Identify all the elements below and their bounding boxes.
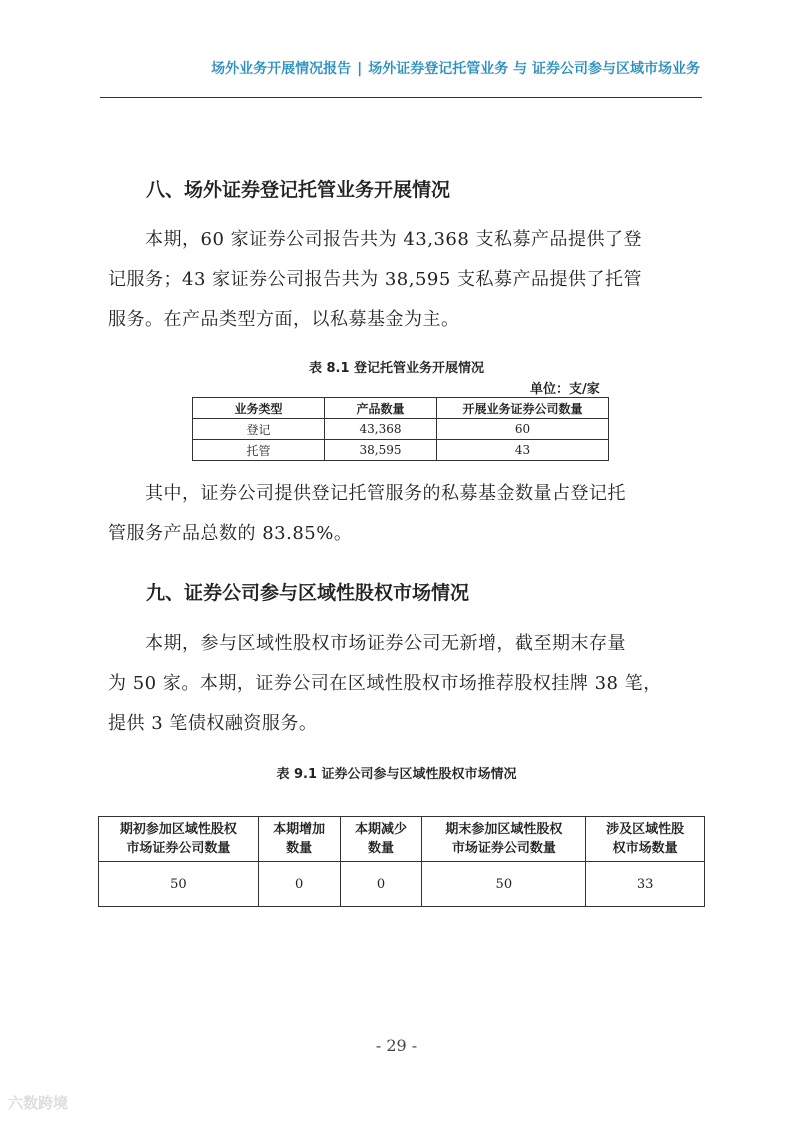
table-cell: 43,368 [325,419,437,440]
paragraph-line: 本期，60 家证券公司报告共为 43,368 支私募产品提供了登 [108,229,643,250]
page-header [100,58,700,78]
header-line: 本期增加 [273,822,326,837]
header-chapter-title: 场外证券登记托管业务 与 证券公司参与区域市场业务 [368,61,700,77]
paragraph-line: 管服务产品总数的 83.85%。 [108,523,353,544]
header-line: 期初参加区域性股权 [119,822,237,837]
column-header [340,817,422,862]
table-row [193,440,609,461]
watermark-text: 六数跨境 [8,1094,69,1112]
table-cell: 托管 [193,440,325,461]
header-line: 数量 [368,841,395,856]
table-cell: 60 [437,419,609,440]
table-header-row [193,398,609,419]
table-9-1 [98,816,705,907]
table-cell: 50 [99,862,259,907]
table-cell: 33 [586,862,705,907]
column-header: 业务类型 [193,398,325,419]
header-report-title: 场外业务开展情况报告 [211,61,352,77]
header-line: 市场证券公司数量 [451,841,556,856]
header-line: 涉及区域性股 [606,822,685,837]
table-cell: 登记 [193,419,325,440]
header-line: 数量 [286,841,313,856]
table-cell: 43 [437,440,609,461]
table-header-row [99,817,705,862]
paragraph-line: 其中，证券公司提供登记托管服务的私募基金数量占登记托 [108,483,626,504]
header-line: 期末参加区域性股权 [445,822,563,837]
paragraph-line: 服务。在产品类型方面，以私募基金为主。 [108,309,460,330]
column-header [422,817,586,862]
page-number: - 29 - [375,1036,418,1055]
section-9-title: 九、证券公司参与区域性股权市场情况 [146,582,470,604]
section-9-paragraph [108,624,700,744]
header-separator: | [357,61,363,77]
header-line: 市场证券公司数量 [126,841,231,856]
paragraph-line: 本期，参与区域性股权市场证券公司无新增，截至期末存量 [108,633,626,654]
paragraph-line: 记服务；43 家证券公司报告共为 38,595 支私募产品提供了托管 [108,269,643,290]
column-header [99,817,259,862]
header-divider [100,97,702,98]
section-8-paragraph-2 [108,474,700,554]
column-header [586,817,705,862]
column-header [258,817,340,862]
watermark [8,1092,68,1113]
section-8-paragraph-1 [108,220,700,340]
header-line: 本期减少 [355,822,408,837]
table-row [99,862,705,907]
table-cell: 38,595 [325,440,437,461]
table-9-1-caption: 表 9.1 证券公司参与区域性股权市场情况 [276,767,517,782]
table-row [193,419,609,440]
paragraph-line: 为 50 家。本期，证券公司在区域性股权市场推荐股权挂牌 38 笔， [108,673,662,694]
table-cell: 0 [258,862,340,907]
table-cell: 50 [422,862,586,907]
paragraph-line: 提供 3 笔债权融资服务。 [108,713,318,734]
table-8-1-caption: 表 8.1 登记托管业务开展情况 [308,361,485,376]
table-8-1-unit: 单位：支/家 [530,382,600,397]
header-line: 权市场数量 [612,841,678,856]
column-header: 开展业务证券公司数量 [437,398,609,419]
table-8-1 [192,397,609,461]
column-header: 产品数量 [325,398,437,419]
section-8-title: 八、场外证券登记托管业务开展情况 [146,179,451,201]
table-cell: 0 [340,862,422,907]
